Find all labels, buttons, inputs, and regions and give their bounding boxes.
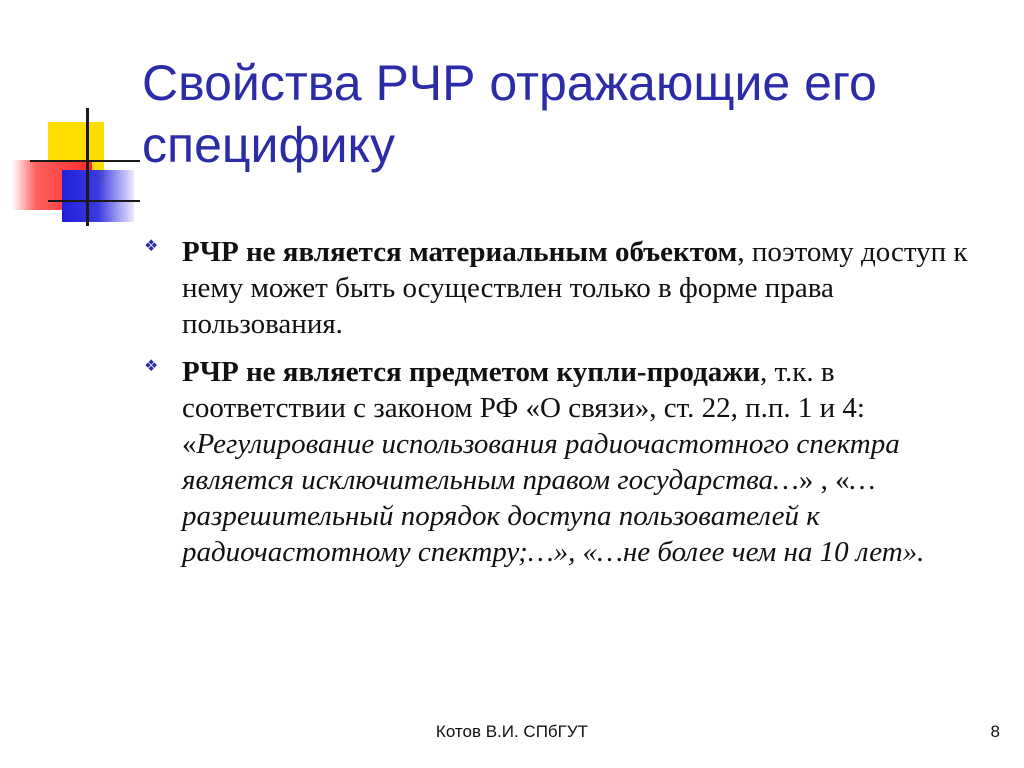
bullet-bold: РЧР не является предметом купли-продажи (182, 356, 760, 388)
diamond-bullet-icon: ❖ (144, 356, 159, 375)
footer-author: Котов В.И. СПбГУТ (435, 722, 589, 741)
quote-italic-2: …разрешительный порядок доступа пользователей к радиочастотному спектру;…», «…не более чем на 10 лет». (182, 464, 925, 568)
horizontal-line-bottom (48, 200, 140, 202)
bullet-body: , поэтому доступ к нему может быть осуществлен только в форме права пользования. (182, 236, 968, 340)
bullet-bold: РЧР не является материальным объектом (182, 236, 738, 268)
bullet-body-2: » , « (798, 464, 850, 496)
bullet-list (140, 234, 1000, 582)
page-number: 8 (990, 722, 1000, 741)
diamond-bullet-icon: ❖ (144, 236, 159, 255)
decorative-squares-logo (0, 0, 150, 240)
vertical-line (86, 108, 89, 226)
bullet-text (182, 354, 1000, 570)
bullet-item-1 (140, 234, 1000, 342)
bullet-text (182, 234, 1000, 342)
bullet-item-2 (140, 354, 1000, 570)
quote-italic-1: Регулирование использования радиочастотного спектра является исключительным правом государства… (182, 428, 900, 496)
horizontal-line-top (30, 160, 140, 162)
blue-square (62, 170, 134, 222)
bullet-body: , т.к. в соответствии с законом РФ «О связи», ст. 22, п.п. 1 и 4: « (182, 356, 865, 460)
slide-title: Свойства РЧР отражающие его специфику (142, 55, 877, 173)
